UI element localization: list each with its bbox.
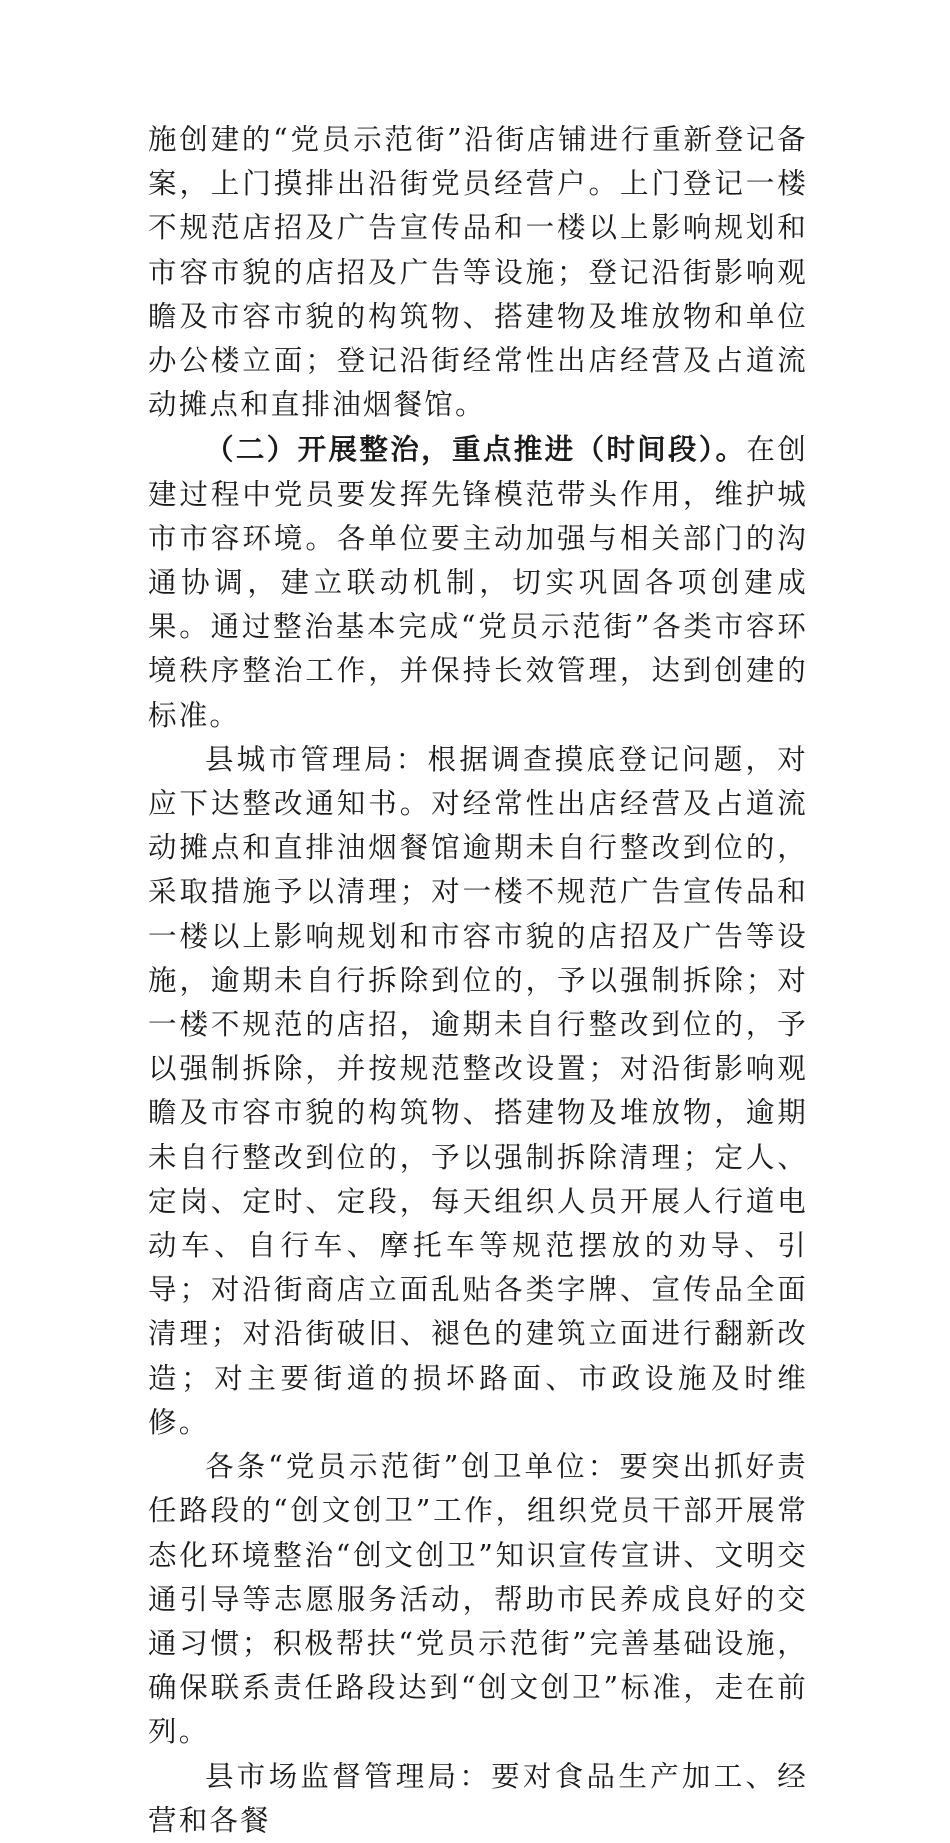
paragraph-text: 在创建过程中党员要发挥先锋模范带头作用，维护城市市容环境。各单位要主动加强与相关部门的沟通协调，建立联动机制，切实巩固各项创建成果。通过整治基本完成“党员示范街”各类市容环境秩序整治工作，并保持长效管理，达到创建的标准。 [148,433,808,732]
paragraph-street-units [148,1445,808,1754]
paragraph-rectification [148,427,808,737]
section-heading: （二）开展整治，重点推进（时间段）。 [205,432,747,467]
paragraph-text: 县市场监督管理局：要对食品生产加工、经营和各餐 [148,1759,808,1837]
paragraph-city-management [148,738,808,1445]
paragraph-text: 县城市管理局：根据调查摸底登记问题，对应下达整改通知书。对经常性出店经营及占道流动摊点和直排油烟餐馆逾期未自行整改到位的，采取措施予以清理；对一楼不规范广告宣传品和一楼以上影响规划和市容市貌的店招及广告等设施，逾期未自行拆除到位的，予以强制拆除；对一楼不规范的店招，逾期未自行整改到位的，予以强制拆除，并按规范整改设置；对沿街影响观瞻及市容市貌的构筑物、搭建物及堆放物，逾期未自行整改到位的，予以强制拆除清理；定人、定岗、定时、定段，每天组织人员开展人行道电动车、自行车、摩托车等规范摆放的劝导、引导；对沿街商店立面乱贴各类字牌、宣传品全面清理；对沿街破旧、褪色的建筑立面进行翻新改造；对主要街道的损坏路面、市政设施及时维修。 [148,742,808,1439]
paragraph-registration [148,118,808,427]
paragraph-text: 各条“党员示范街”创卫单位：要突出抓好责任路段的“创文创卫”工作，组织党员干部开展常态化环境整治“创文创卫”知识宣传宣讲、文明交通引导等志愿服务活动，帮助市民养成良好的交通习惯；积极帮扶“党员示范街”完善基础设施，确保联系责任路段达到“创文创卫”标准，走在前列。 [148,1450,808,1749]
paragraph-market-supervision [148,1755,808,1843]
paragraph-text: 施创建的“党员示范街”沿街店铺进行重新登记备案，上门摸排出沿街党员经营户。上门登记一楼不规范店招及广告宣传品和一楼以上影响规划和市容市貌的店招及广告等设施；登记沿街影响观瞻及市容市貌的构筑物、搭建物及堆放物和单位办公楼立面；登记沿街经常性出店经营及占道流动摊点和直排油烟餐馆。 [148,123,808,422]
document-body [148,118,808,1843]
